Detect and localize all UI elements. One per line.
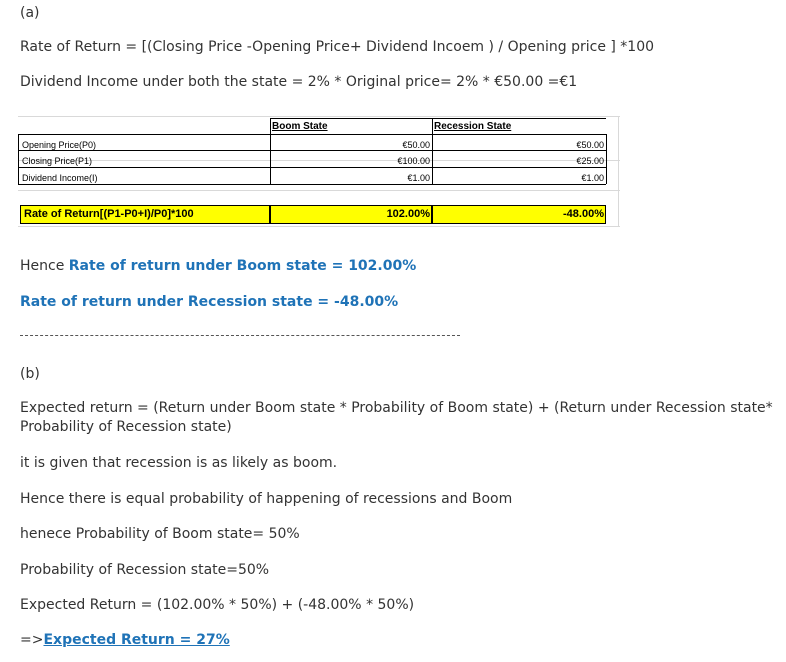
final-expected-return: Expected Return = 27%: [43, 632, 230, 648]
result-row-label: Rate of Return[(P1-P0+I)/P0]*100: [24, 208, 194, 220]
expected-return-calculation: Expected Return = (102.00% * 50%) + (-48.00% * 50%): [20, 597, 415, 613]
expected-return-formula-line1: Expected return = (Return under Boom state * Probability of Boom state) + (Return under Recession state*: [20, 400, 773, 416]
part-a-label: (a): [20, 5, 40, 21]
final-answer: [20, 631, 230, 649]
table-cell-boom: €1.00: [407, 173, 430, 183]
given-statement: it is given that recession is as likely as boom.: [20, 455, 338, 471]
section-divider: [20, 335, 460, 336]
expected-return-formula-line2: Probability of Recession state): [20, 419, 232, 435]
boom-probability: henece Probability of Boom state= 50%: [20, 526, 300, 542]
recession-probability: Probability of Recession state=50%: [20, 562, 270, 578]
final-answer-prefix: =>: [20, 632, 44, 648]
table-row-label: Closing Price(P1): [22, 156, 93, 166]
boom-rate-result: Rate of return under Boom state = 102.00%: [68, 258, 417, 274]
dividend-income-line: Dividend Income under both the state = 2% * Original price= 2% * €50.00 =€1: [20, 74, 578, 90]
recession-state-header: Recession State: [434, 121, 512, 132]
spreadsheet-table: [18, 114, 620, 230]
result-recession-value: -48.00%: [563, 208, 604, 220]
table-row-label: Opening Price(P0): [22, 140, 97, 150]
recession-conclusion: Rate of return under Recession state = -48.00%: [20, 294, 399, 310]
rate-of-return-formula: Rate of Return = [(Closing Price -Opening Price+ Dividend Incoem ) / Opening price ] *100: [20, 39, 655, 55]
table-cell-recession: €25.00: [576, 156, 604, 166]
table-cell-boom: €100.00: [397, 156, 430, 166]
table-cell-boom: €50.00: [402, 140, 430, 150]
result-boom-value: 102.00%: [386, 208, 430, 220]
boom-state-header: Boom State: [272, 121, 328, 132]
boom-conclusion-prefix: Hence: [20, 258, 69, 274]
part-b-label: (b): [20, 366, 40, 382]
table-row-label: Dividend Income(I): [22, 173, 98, 183]
table-cell-recession: €50.00: [576, 140, 604, 150]
table-cell-recession: €1.00: [581, 173, 604, 183]
boom-conclusion: [20, 257, 416, 275]
equal-probability-statement: Hence there is equal probability of happening of recessions and Boom: [20, 491, 513, 507]
